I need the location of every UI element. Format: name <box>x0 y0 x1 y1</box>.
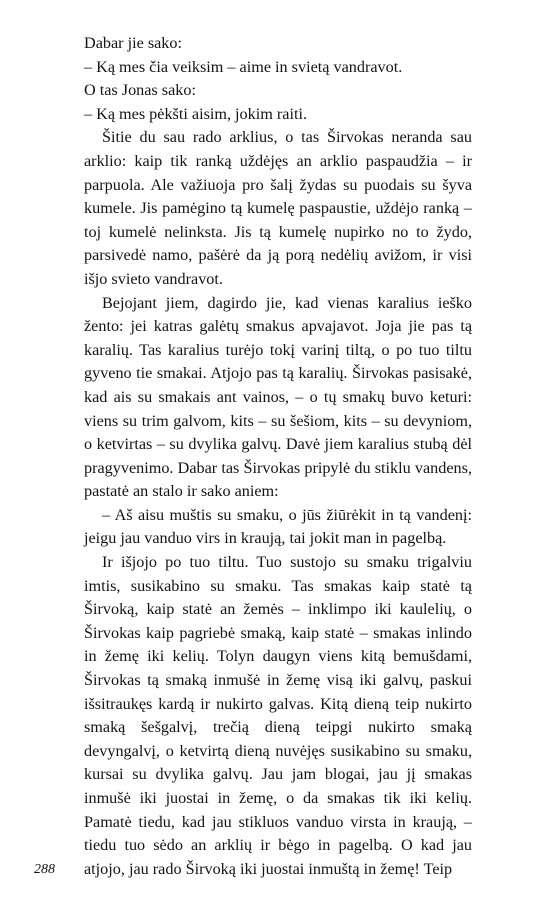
paragraph: Bejojant jiem, dagirdo jie, kad vienas karalius ieško žento: jei katras galėtų smakus apvajavot. Joja jie pas tą karalių. Tas karalius turėjo tokį varinį tiltą, o po tuo tiltu gyveno tie smakai. Atjojo pas tą karalių. Širvokas pasisakė, kad ais su smakais ant vainos, – o tų smakų buvo keturi: viens su trim galvom, kits – su šešiom, kits – su devyniom, o ketvirtas – su dvylika galvų. Davė jiem karalius stubą dėl pragyvenimo. Dabar tas Širvokas pripylė du stiklu vandens, pastatė an stalo ir sako aniem: <box>84 293 472 501</box>
paragraph: Dabar jie sako: <box>84 34 182 52</box>
paragraph: Ir išjojo po tuo tiltu. Tuo sustojo su smaku trigalviu imtis, susikabino su smaku. Tas smakas kaip statė tą Širvoką, kaip statė an žemės – inklimpo iki kaulelių, o Širvokas kaip pagriebė smaką, kaip statė – smakas inlindo in žemę iki kelių. Tolyn daugyn viens kitą bemušdami, Širvokas tą smaką inmušė in žemę visą iki galvų, paskui išsitraukęs kardą ir nukirto galvas. Kitą dieną teip nukirto smaką šešgalvį, trečią dieną teipgi nukirto smaką devyngalvį, o ketvirtą dieną nuvėjęs susikabino su smaku, kursai su dvylika galvų. Jau jam blogai, jau jį smakas inmušė iki juostai in žemę, o da smakas tik iki kelių. Pamatė tiedu, kad jau stikluos vanduo virsta in kraują, – tiedu tuo sėdo an arklių ir bėgo in pagelbą. O kad jau atjojo, jau rado Širvoką iki juostai inmuštą in žemę! Teip <box>84 553 472 878</box>
page-number: 288 <box>34 862 55 877</box>
paragraph: O tas Jonas sako: <box>84 81 196 100</box>
paragraph: Šitie du sau rado arklius, o tas Širvokas neranda sau arklio: kaip tik ranką uždėjęs an arklio paspaudžia – ir parpuola. Ale važiuoja pro šalį žydas su puodais su šyva kumele. Jis pamėgino tą kumelę paspaustie, uždėjo ranką – toj kumelė nelinksta. Jis tą kumelę nupirko no to žydo, parsivedė namo, pašėrė da ją porą nedėlių avižom, ir visi išjo svieto vandravot. <box>84 128 472 288</box>
paragraph: – Aš aisu muštis su smaku, o jūs žiūrėkit in tą vandenį: jeigu jau vanduo virs in kraują, tai jokit man in pagelbą. <box>84 505 472 548</box>
paragraph: – Ką mes čia veiksim – aime in svietą vandravot. <box>84 57 403 76</box>
paragraph: – Ką mes pėkšti aisim, jokim raiti. <box>84 104 307 123</box>
page-text <box>84 32 472 881</box>
